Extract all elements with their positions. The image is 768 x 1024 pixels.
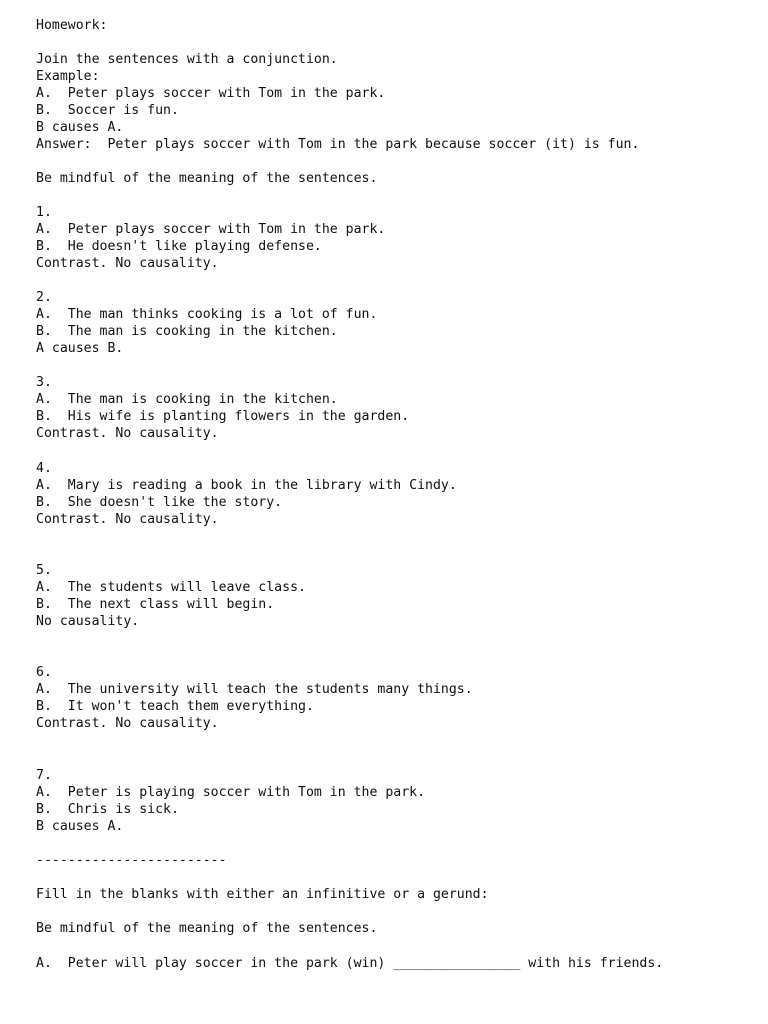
item-number: 3.: [36, 375, 52, 390]
item-sentence-a: A. The man thinks cooking is a lot of fun.: [36, 307, 378, 322]
item-sentence-b: B. The man is cooking in the kitchen.: [36, 324, 338, 339]
item-sentence-a: A. The man is cooking in the kitchen.: [36, 392, 338, 407]
fill-mindful-note: Be mindful of the meaning of the sentences.: [36, 921, 378, 936]
item-number: 2.: [36, 290, 52, 305]
item-relation: Contrast. No causality.: [36, 256, 219, 271]
instruction-text: Join the sentences with a conjunction.: [36, 52, 338, 67]
item-relation: Contrast. No causality.: [36, 716, 219, 731]
homework-document: [36, 0, 756, 971]
example-sentence-b: B. Soccer is fun.: [36, 103, 179, 118]
item-sentence-b: B. His wife is planting flowers in the garden.: [36, 409, 410, 424]
mindful-note: Be mindful of the meaning of the sentences.: [36, 171, 378, 186]
fill-instruction: Fill in the blanks with either an infinitive or a gerund:: [36, 887, 489, 902]
item-number: 4.: [36, 461, 52, 476]
item-sentence-b: B. The next class will begin.: [36, 597, 275, 612]
item-number: 1.: [36, 205, 52, 220]
example-sentence-a: A. Peter plays soccer with Tom in the park.: [36, 86, 386, 101]
item-relation: Contrast. No causality.: [36, 512, 219, 527]
example-relation: B causes A.: [36, 120, 124, 135]
example-answer: Answer: Peter plays soccer with Tom in the park because soccer (it) is fun.: [36, 137, 640, 152]
item-sentence-b: B. She doesn't like the story.: [36, 495, 283, 510]
item-sentence-b: B. It won't teach them everything.: [36, 699, 314, 714]
item-number: 5.: [36, 563, 52, 578]
item-relation: A causes B.: [36, 341, 124, 356]
item-relation: Contrast. No causality.: [36, 426, 219, 441]
example-label: Example:: [36, 69, 100, 84]
item-sentence-b: B. He doesn't like playing defense.: [36, 239, 322, 254]
item-sentence-a: A. Peter is playing soccer with Tom in the park.: [36, 785, 426, 800]
item-sentence-a: A. Peter plays soccer with Tom in the park.: [36, 222, 386, 237]
item-number: 6.: [36, 665, 52, 680]
section-divider: ------------------------: [36, 853, 227, 868]
item-relation: No causality.: [36, 614, 140, 629]
fill-blank-sentence-a: A. Peter will play soccer in the park (win) ________________ with his friends.: [36, 956, 664, 971]
item-sentence-b: B. Chris is sick.: [36, 802, 179, 817]
item-number: 7.: [36, 768, 52, 783]
page-title: Homework:: [36, 18, 108, 33]
item-sentence-a: A. Mary is reading a book in the library with Cindy.: [36, 478, 457, 493]
item-sentence-a: A. The university will teach the students many things.: [36, 682, 473, 697]
item-relation: B causes A.: [36, 819, 124, 834]
item-sentence-a: A. The students will leave class.: [36, 580, 306, 595]
